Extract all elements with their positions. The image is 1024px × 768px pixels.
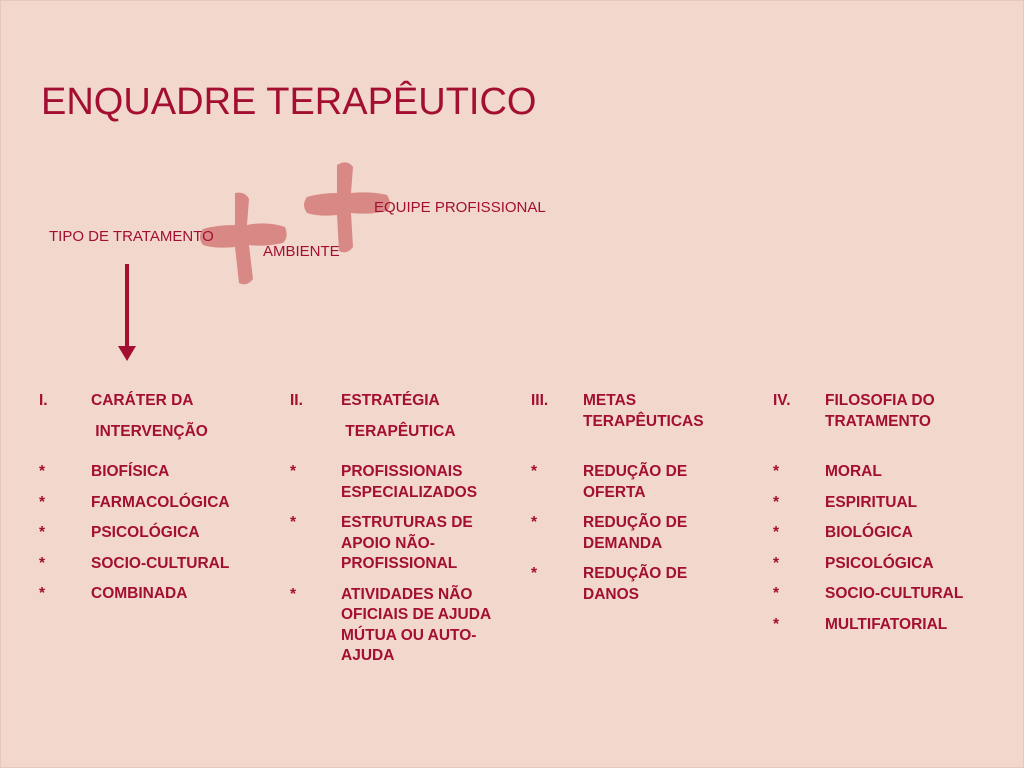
heading-line-1: FILOSOFIA DO TRATAMENTO	[825, 392, 935, 430]
list-item	[39, 584, 269, 605]
list-item	[773, 523, 998, 544]
bullet-icon: *	[39, 585, 46, 602]
list-item-text: PSICOLÓGICA	[825, 554, 934, 572]
column-numeral: II.	[290, 392, 303, 409]
list-item-text: REDUÇÃO DE DEMANDA	[583, 514, 688, 552]
list-item	[773, 462, 998, 483]
column-heading-line-2	[39, 422, 269, 443]
list-item	[290, 513, 505, 575]
bullet-icon: *	[773, 554, 780, 572]
heading-line-1: METAS TERAPÊUTICAS	[583, 392, 704, 430]
label-tipo-de-tratamento: TIPO DE TRATAMENTO	[49, 228, 214, 245]
list-item	[39, 493, 269, 514]
bullet-icon: *	[290, 514, 297, 531]
list-item-text: COMBINADA	[91, 585, 188, 602]
list-item-text: ESPIRITUAL	[825, 493, 918, 511]
column-numeral: I.	[39, 392, 48, 409]
slide-title: ENQUADRE TERAPÊUTICO	[41, 81, 537, 123]
list-item	[39, 462, 269, 483]
column-heading	[290, 391, 505, 412]
list-item-text: SOCIO-CULTURAL	[825, 585, 964, 602]
bullet-icon: *	[773, 524, 780, 541]
down-arrow-icon	[118, 264, 136, 367]
bullet-icon: *	[39, 463, 46, 480]
heading-line-1: CARÁTER DA	[91, 392, 194, 409]
bullet-icon: *	[773, 585, 780, 602]
list-item	[531, 513, 731, 554]
list-item-text: ESTRUTURAS DE APOIO NÃO-PROFISSIONAL	[341, 514, 473, 572]
list-item	[39, 554, 269, 575]
list-item	[773, 615, 998, 636]
list-item-text: PROFISSIONAIS ESPECIALIZADOS	[341, 463, 478, 501]
list-item-text: SOCIO-CULTURAL	[91, 554, 230, 572]
column-heading	[531, 391, 731, 432]
bullet-icon: *	[39, 554, 46, 572]
list-item	[531, 462, 731, 503]
list-item-text: PSICOLÓGICA	[91, 524, 200, 541]
bullet-icon: *	[773, 615, 780, 633]
column-heading	[773, 391, 998, 432]
column-heading-line-2	[290, 422, 505, 443]
heading-line-1: ESTRATÉGIA	[341, 392, 440, 409]
list-item	[39, 523, 269, 544]
bullet-icon: *	[773, 493, 780, 511]
heading-line-2: INTERVENÇÃO	[91, 422, 208, 440]
list-item	[290, 462, 505, 503]
column-numeral: IV.	[773, 392, 791, 409]
list-item-text: ATIVIDADES NÃO OFICIAIS DE AJUDA MÚTUA OU AUTO-AJUDA	[341, 585, 491, 664]
list-item-text: MULTIFATORIAL	[825, 615, 948, 633]
bullet-icon: *	[290, 585, 297, 603]
list-item	[773, 584, 998, 605]
column-heading	[39, 391, 269, 412]
list-item-text: FARMACOLÓGICA	[91, 493, 230, 511]
label-ambiente: AMBIENTE	[263, 243, 340, 260]
bullet-icon: *	[531, 565, 538, 582]
column-metas-terapeuticas	[531, 391, 731, 615]
bullet-icon: *	[39, 524, 46, 541]
bullet-icon: *	[531, 514, 538, 531]
list-item-text: BIOLÓGICA	[825, 524, 913, 541]
list-item	[773, 493, 998, 514]
list-item	[531, 564, 731, 605]
list-item-text: REDUÇÃO DE OFERTA	[583, 463, 688, 501]
heading-line-2: TERAPÊUTICA	[341, 422, 456, 440]
column-numeral: III.	[531, 392, 549, 409]
list-item-text: BIOFÍSICA	[91, 463, 170, 480]
column-carater-da-intervencao	[39, 391, 269, 615]
bullet-icon: *	[773, 463, 780, 480]
bullet-icon: *	[290, 463, 297, 480]
bullet-icon: *	[531, 463, 538, 480]
label-equipe-profissional: EQUIPE PROFISSIONAL	[374, 199, 546, 216]
list-item	[290, 585, 505, 667]
list-item	[773, 554, 998, 575]
column-estrategia-terapeutica	[290, 391, 505, 677]
list-item-text: MORAL	[825, 463, 882, 480]
column-filosofia-do-tratamento	[773, 391, 998, 645]
list-item-text: REDUÇÃO DE DANOS	[583, 565, 688, 603]
bullet-icon: *	[39, 493, 46, 511]
